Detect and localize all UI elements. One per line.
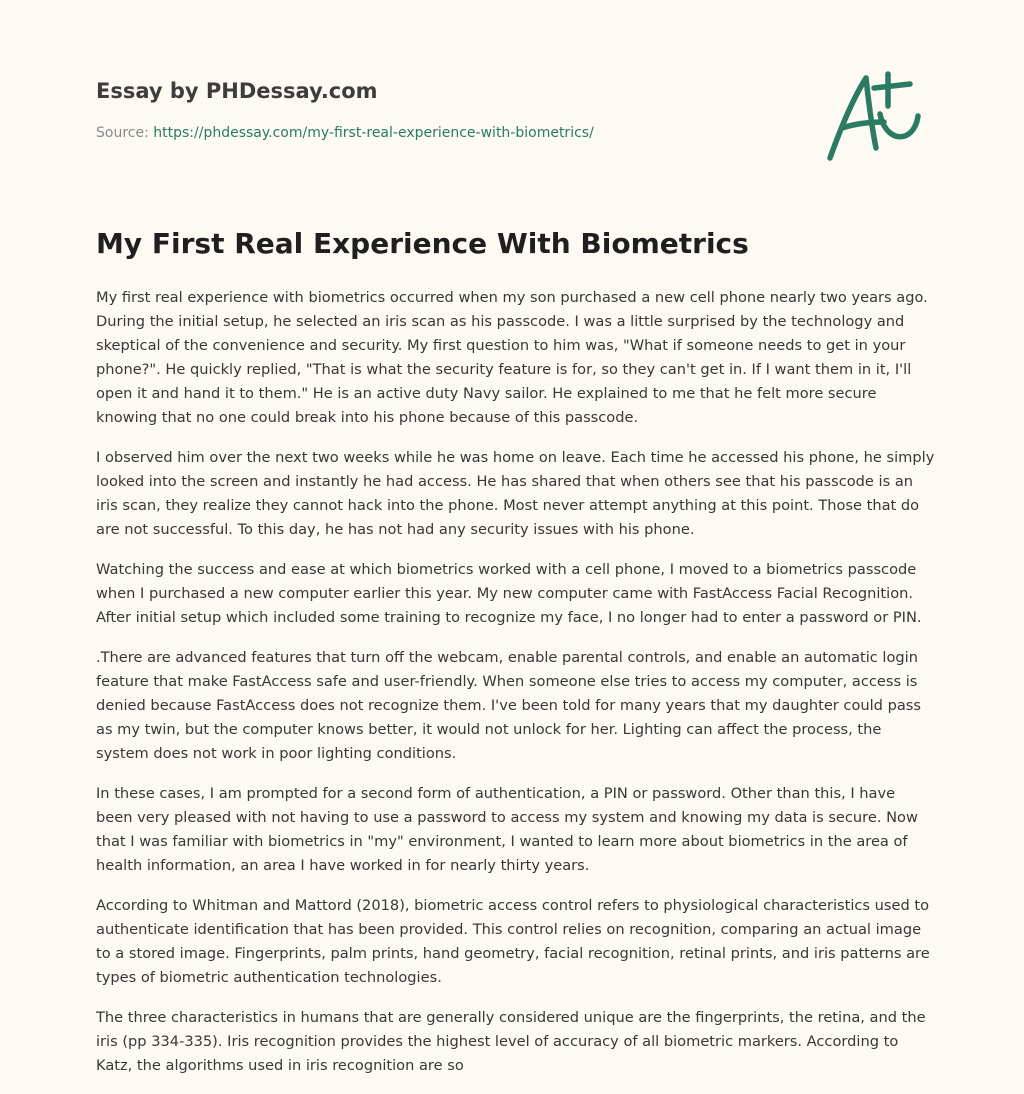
essay-title: My First Real Experience With Biometrics — [96, 227, 749, 260]
a-plus-logo-icon — [822, 66, 932, 166]
essay-page — [96, 0, 936, 1074]
essay-body — [96, 286, 936, 1094]
brand-title: Essay by PHDessay.com — [96, 79, 378, 103]
essay-paragraph: According to Whitman and Mattord (2018), biometric access control refers to physiological characteristics used to authenticate identification that has been provided. This control relies on recognition, comparing an actual image to a stored image. Fingerprints, palm prints, hand geometry, facial recognition, retinal prints, and iris patterns are types of biometric authentication technologies. — [96, 897, 930, 986]
source-link[interactable]: https://phdessay.com/my-first-real-experience-with-biometrics/ — [153, 125, 594, 141]
source-label: Source: — [96, 125, 149, 141]
essay-paragraph: Watching the success and ease at which biometrics worked with a cell phone, I moved to a biometrics passcode when I purchased a new computer earlier this year. My new computer came with FastAccess Facial Recognition. After initial setup which included some training to recognize my face, I no longer had to enter a password or PIN. — [96, 561, 922, 626]
source-line — [96, 123, 594, 143]
essay-paragraph: .There are advanced features that turn off the webcam, enable parental controls, and enable an automatic login feature that make FastAccess safe and user-friendly. When someone else tries to access my computer, access is denied because FastAccess does not recognize them. I've been told for many years that my daughter could pass as my twin, but the computer knows better, it would not unlock for her. Lighting can affect the process, the system does not work in poor lighting conditions. — [96, 649, 922, 762]
essay-paragraph: The three characteristics in humans that are generally considered unique are the fingerprints, the retina, and the iris (pp 334-335). Iris recognition provides the highest level of accuracy of all biometric markers. According to Katz, the algorithms used in iris recognition are so — [96, 1009, 926, 1074]
essay-paragraph: I observed him over the next two weeks while he was home on leave. Each time he accessed his phone, he simply looked into the screen and instantly he had access. He has shared that when others see that his passcode is an iris scan, they realize they cannot hack into the phone. Most never attempt anything at this point. Those that do are not successful. To this day, he has not had any security issues with his phone. — [96, 449, 935, 538]
essay-paragraph: My first real experience with biometrics occurred when my son purchased a new cell phone nearly two years ago. During the initial setup, he selected an iris scan as his passcode. I was a little surprised by the technology and skeptical of the convenience and security. My first question to him was, "What if someone needs to get in your phone?". He quickly replied, "That is what the security feature is for, so they can't get in. If I want them in it, I'll open it and hand it to them." He is an active duty Navy sailor. He explained to me that he felt more secure knowing that no one could break into his phone because of this passcode. — [96, 289, 928, 426]
page-header — [96, 0, 936, 180]
essay-paragraph: In these cases, I am prompted for a second form of authentication, a PIN or password. Other than this, I have been very pleased with not having to use a password to access my system and knowing my data is secure. Now that I was familiar with biometrics in "my" environment, I wanted to learn more about biometrics in the area of health information, an area I have worked in for nearly thirty years. — [96, 785, 918, 874]
